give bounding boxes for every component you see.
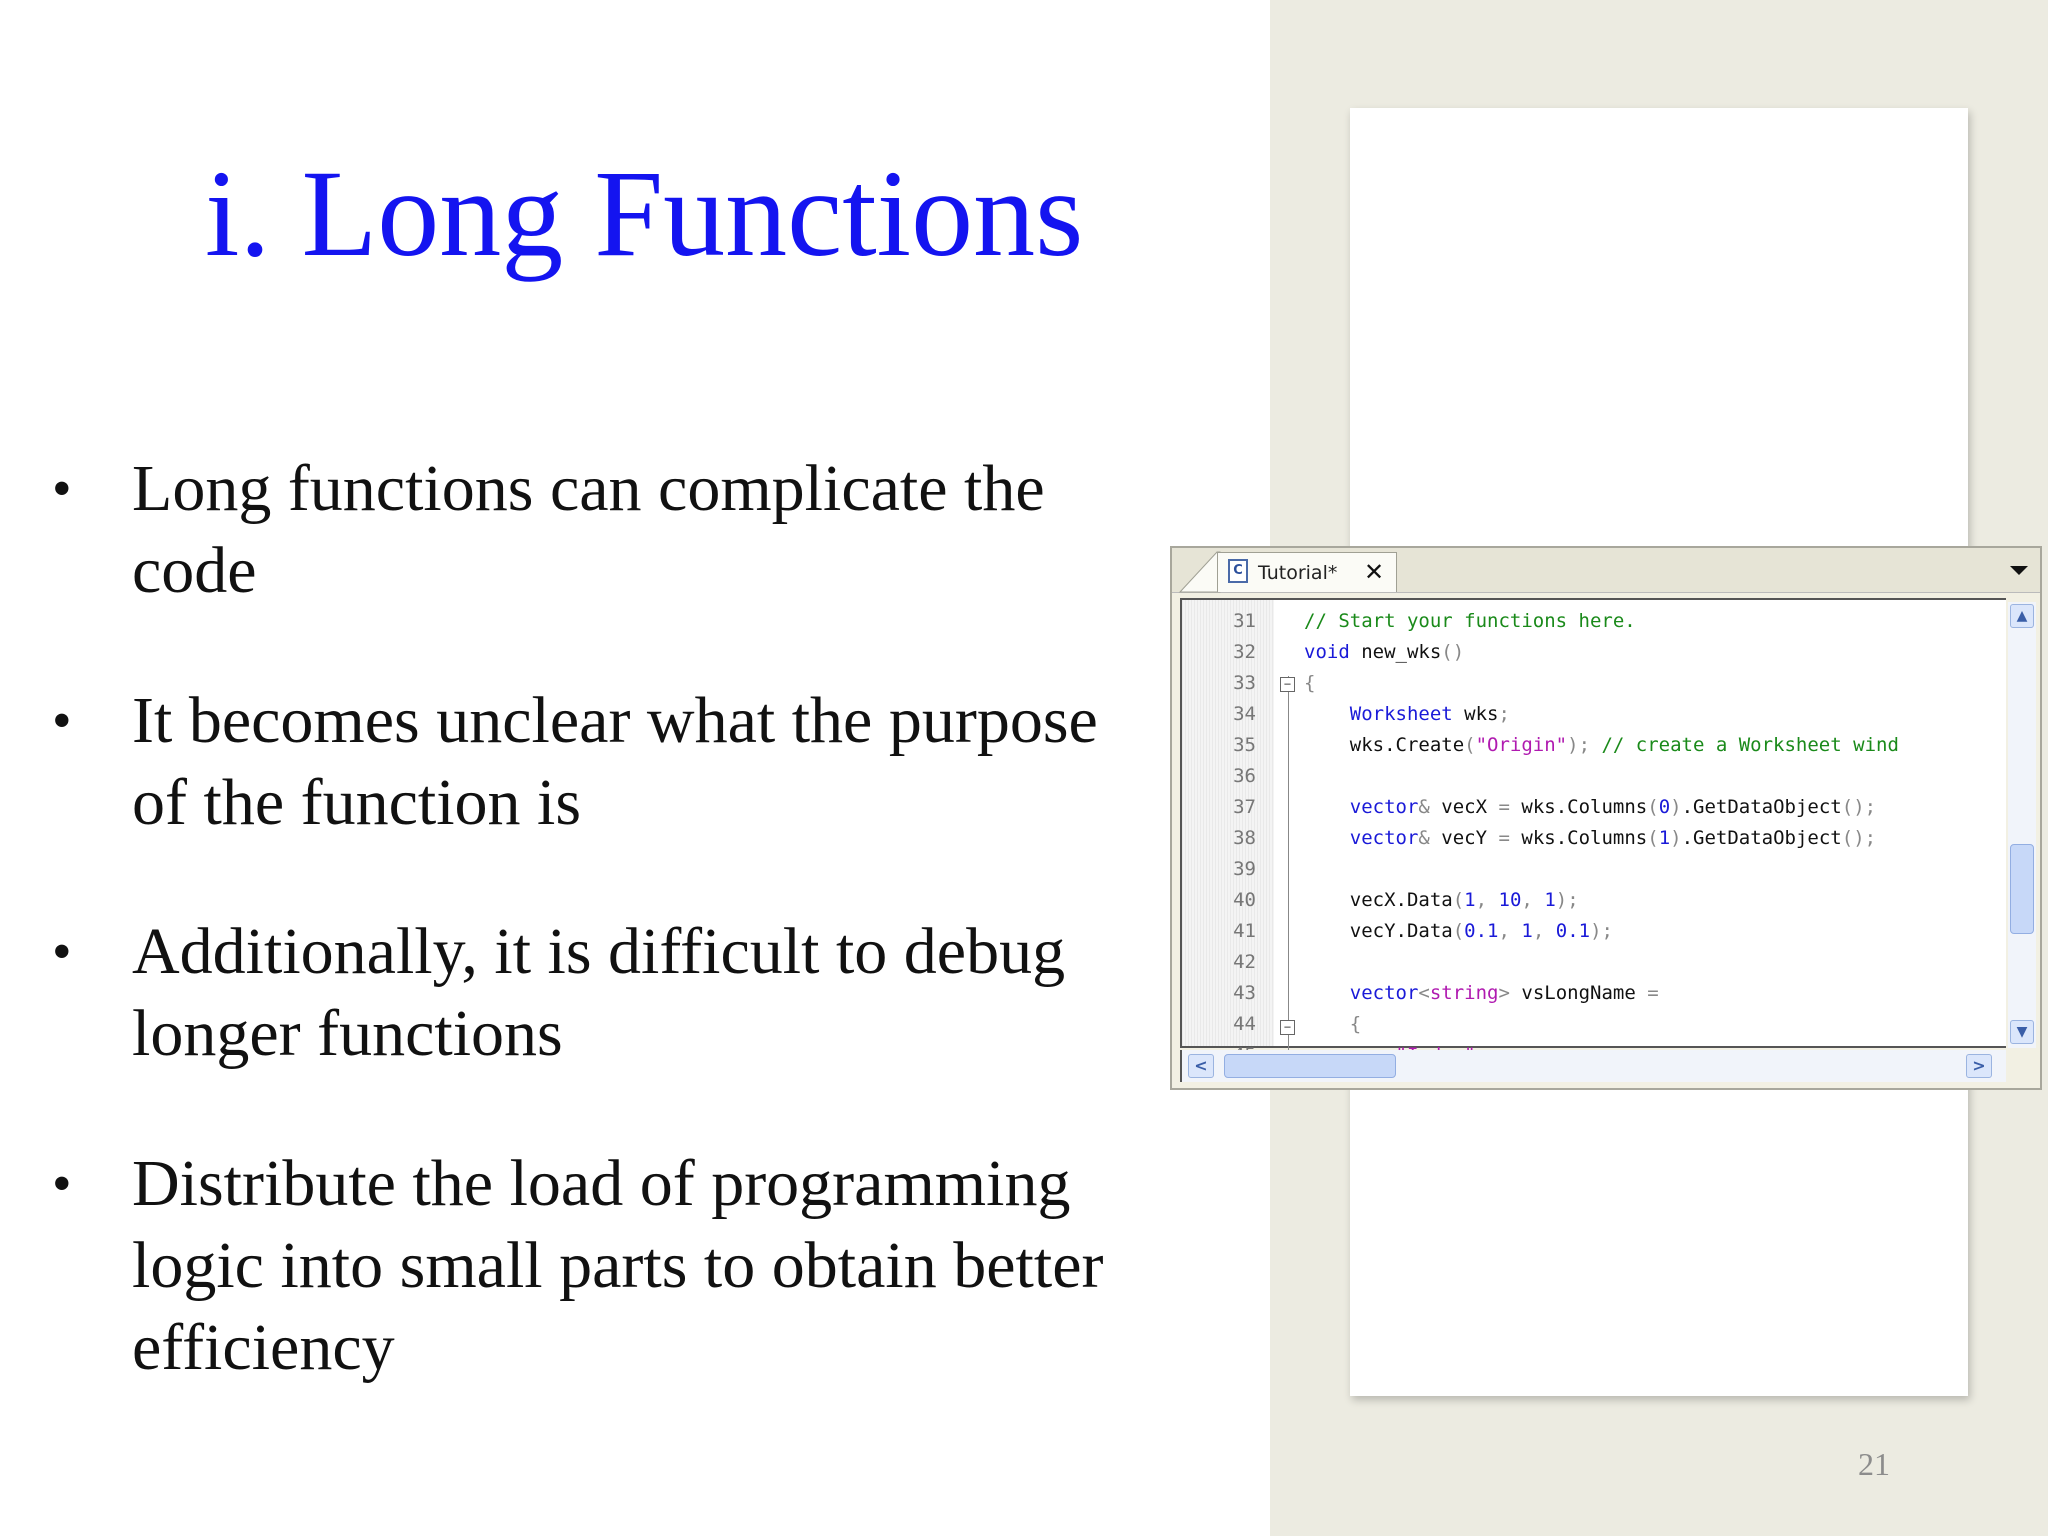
- fold-guide: [1288, 676, 1289, 1056]
- tab-tutorial[interactable]: [1217, 552, 1397, 592]
- bullet-text: longer functions: [132, 997, 563, 1070]
- tab-strip: [1172, 548, 2040, 593]
- scroll-up-icon[interactable]: ▲: [2010, 604, 2034, 628]
- tab-slant: [1180, 552, 1220, 592]
- bullet-item: [48, 680, 1098, 844]
- bullet-item: [48, 911, 1065, 1075]
- vertical-scroll-thumb[interactable]: [2010, 844, 2034, 934]
- tab-dropdown-icon[interactable]: [2010, 566, 2028, 575]
- bullet-text: logic into small parts to obtain better: [132, 1229, 1104, 1302]
- bullet-text: of the function is: [132, 766, 582, 839]
- bullet-dot: •: [52, 921, 72, 983]
- bullet-text: Additionally, it is difficult to debug: [132, 915, 1066, 988]
- bullet-item: [48, 1143, 1103, 1389]
- bullet-text: It becomes unclear what the purpose: [132, 684, 1098, 757]
- c-file-icon: C: [1228, 559, 1248, 583]
- bullet-text: efficiency: [132, 1311, 395, 1384]
- bullet-text: code: [132, 534, 257, 607]
- scroll-right-icon[interactable]: >: [1966, 1054, 1992, 1078]
- close-icon[interactable]: ✕: [1364, 558, 1385, 586]
- tab-label: Tutorial*: [1258, 562, 1338, 584]
- horizontal-scroll-thumb[interactable]: [1224, 1054, 1396, 1078]
- vertical-scrollbar[interactable]: [2008, 602, 2036, 1048]
- page-number: 21: [1858, 1446, 1890, 1482]
- fold-toggle-icon[interactable]: −: [1280, 677, 1295, 692]
- scroll-down-icon[interactable]: ▼: [2010, 1020, 2034, 1044]
- fold-toggle-icon[interactable]: −: [1280, 1020, 1295, 1035]
- slide-title: i. Long Functions: [205, 145, 1084, 282]
- bullet-dot: •: [52, 1153, 72, 1215]
- bullet-dot: •: [52, 690, 72, 752]
- bullet-text: Distribute the load of programming: [132, 1147, 1071, 1220]
- code-area[interactable]: − − 31 // Start your functions here. 32 void new_wks() 33 { 34 Worksheet wks; 35 wks.Create("Origin"); // create a Worksheet wind 36 37 vector& vecX = wks.Columns(0).GetDataObject(); 38 vector& vecY = wks.Columns(1).GetDataObject(); 39 40 vecX.Data(1, 10, 1); 41 vecY.Data(0.1, 1, 0.1); 42 43 vector<string> vsLongName = 44 {: [1180, 598, 2006, 1048]
- bullet-dot: •: [52, 458, 72, 520]
- bullet-item: [48, 448, 1045, 612]
- bullet-text: Long functions can complicate the: [132, 452, 1045, 525]
- horizontal-scrollbar[interactable]: [1180, 1050, 2006, 1082]
- scroll-left-icon[interactable]: <: [1188, 1054, 1214, 1078]
- code-editor-window: [1170, 546, 2042, 1090]
